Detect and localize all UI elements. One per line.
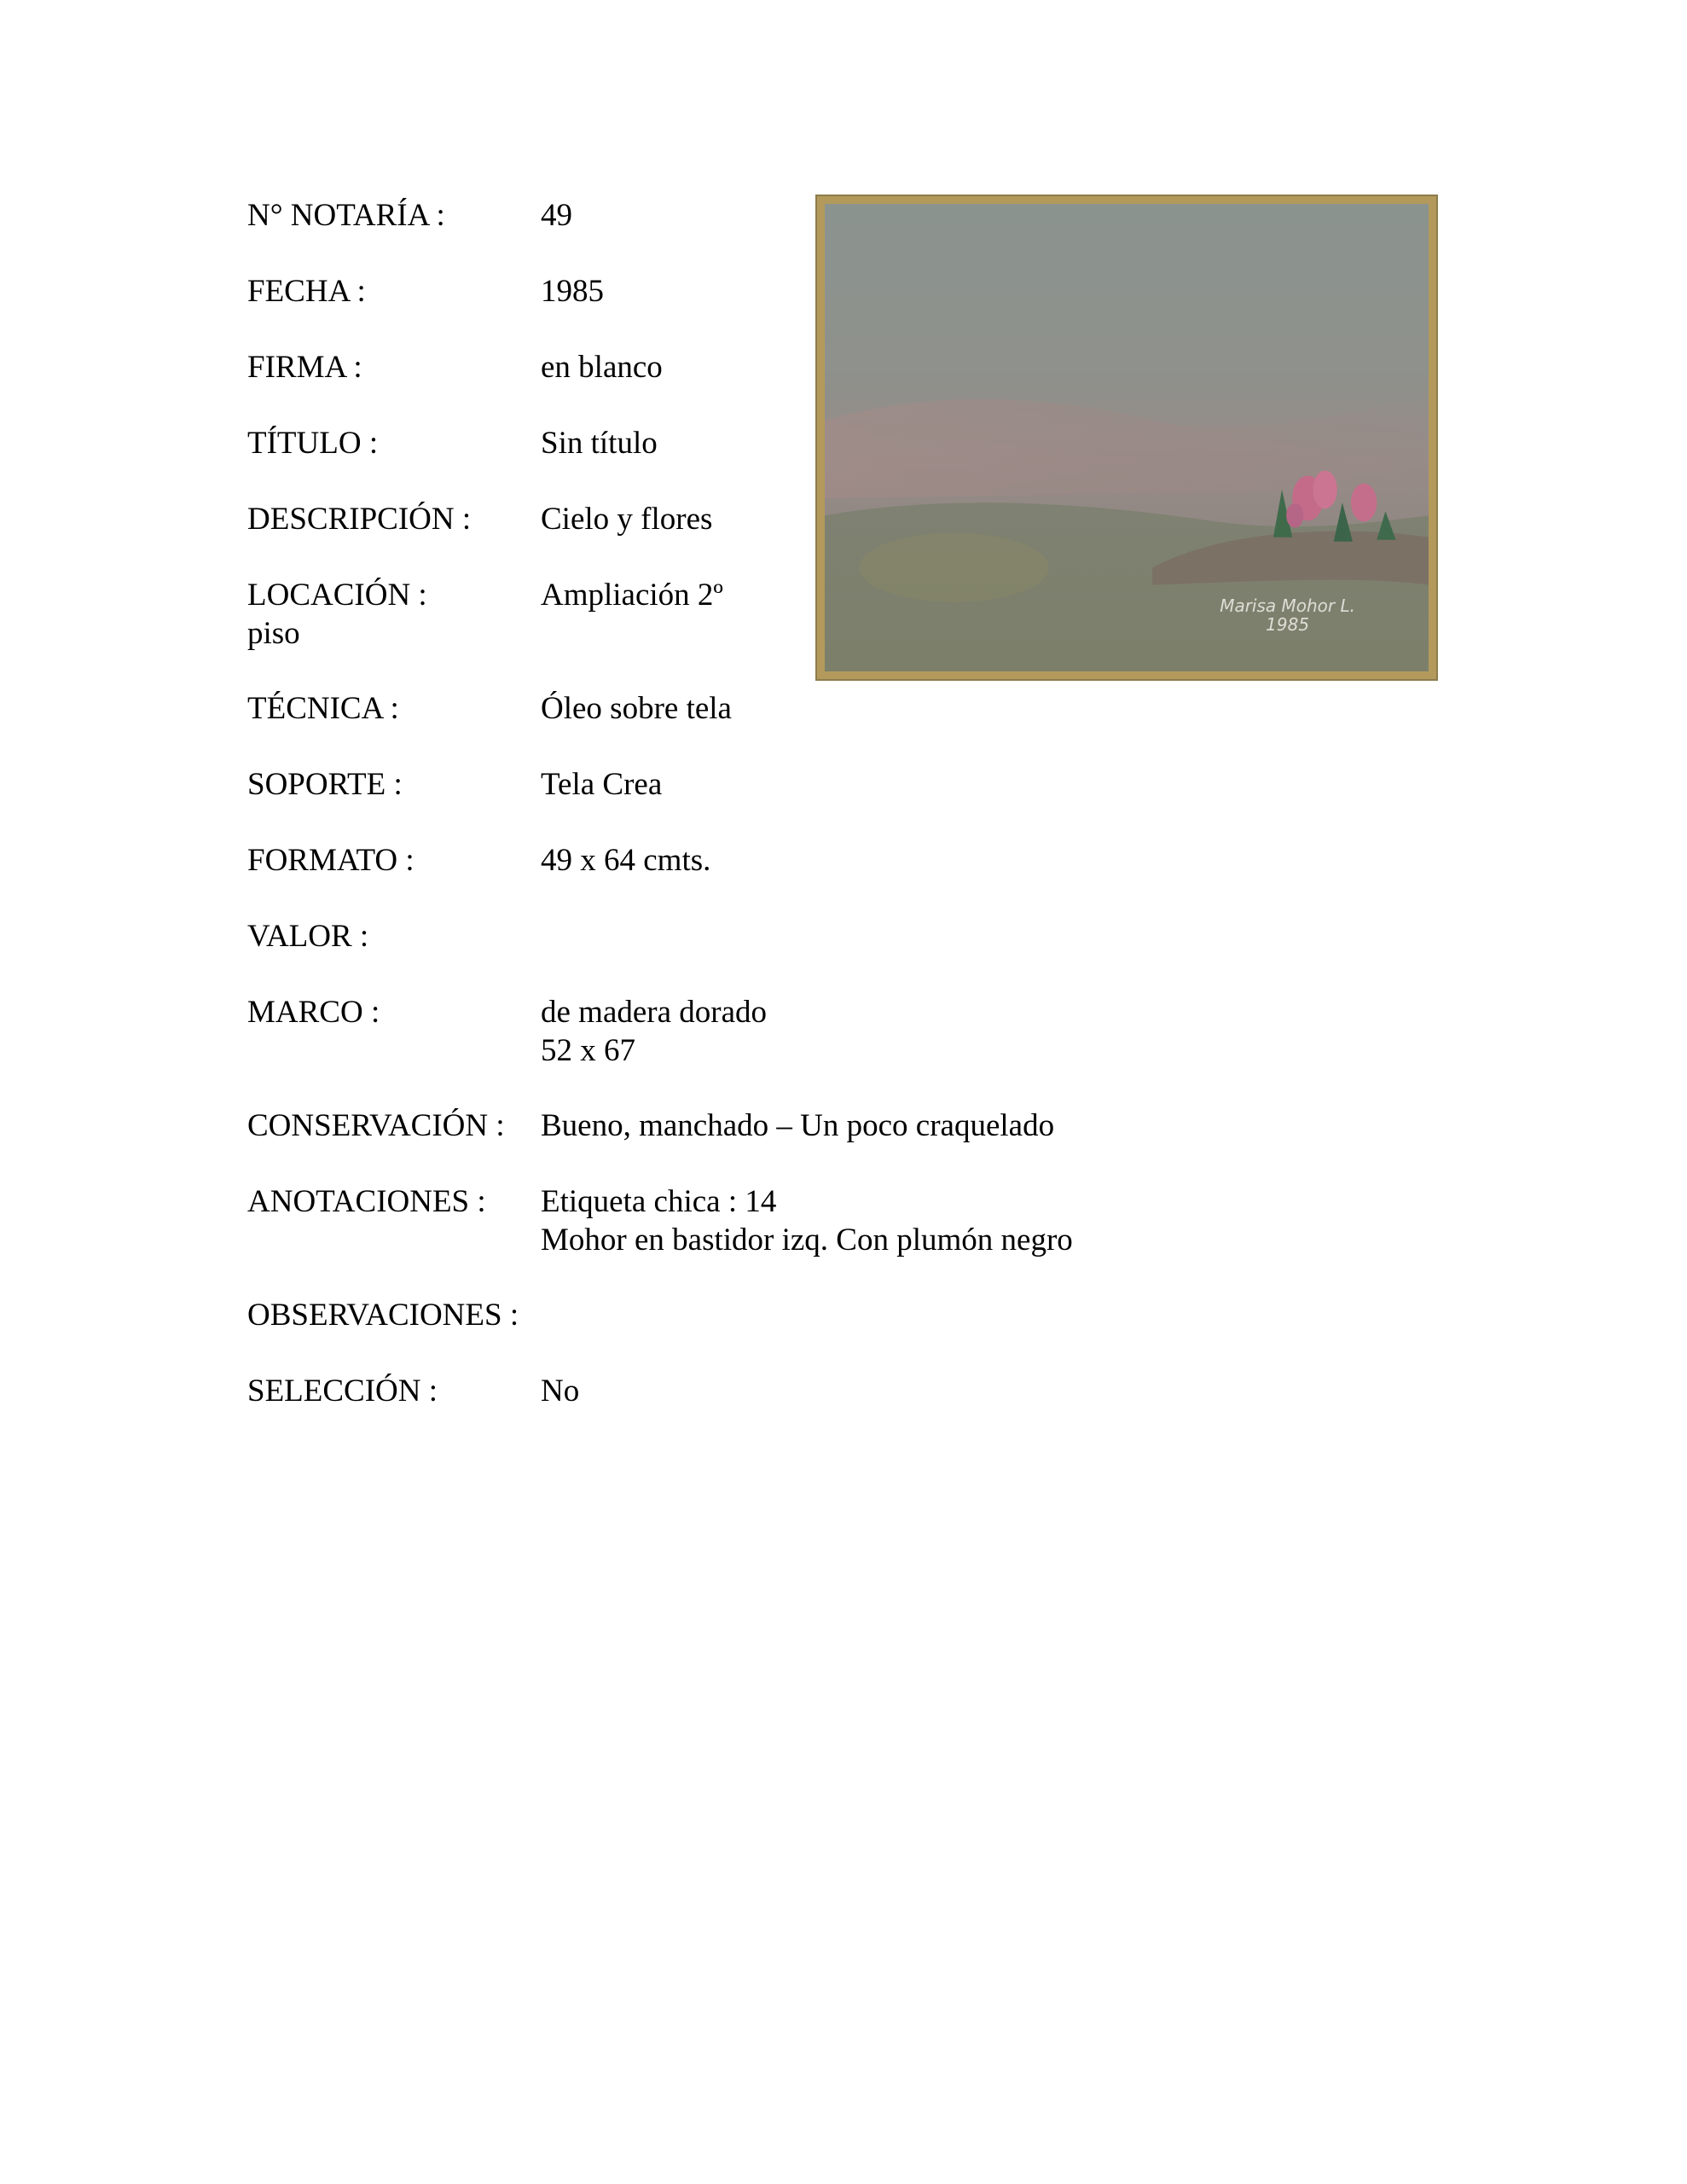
field-value-line: 52 x 67 <box>541 1033 635 1068</box>
field-label: TÉCNICA : <box>247 691 399 726</box>
field-label: FORMATO : <box>247 843 415 878</box>
field-label: MARCO : <box>247 995 380 1030</box>
field-value-line: Bueno, manchado – Un poco craquelado <box>541 1108 1055 1143</box>
field-value <box>541 500 712 538</box>
field-value <box>541 1372 579 1410</box>
signature-year: 1985 <box>1266 614 1310 635</box>
field-value <box>541 272 604 311</box>
field-value-line: en blanco <box>541 350 663 385</box>
field-value-line: No <box>541 1374 580 1409</box>
field-value-line: Etiqueta chica : 14 <box>541 1184 777 1219</box>
painting-signature <box>1220 596 1355 634</box>
field-value <box>541 993 767 1070</box>
field-value-line: Óleo sobre tela <box>541 691 732 726</box>
field-label: SOPORTE : <box>247 767 403 802</box>
field-value <box>541 576 723 614</box>
flower <box>1351 484 1377 522</box>
field-value-line: Cielo y flores <box>541 502 713 537</box>
field-value-line: 49 <box>541 198 572 233</box>
field-label: SELECCIÓN : <box>247 1374 438 1409</box>
flower <box>1313 471 1336 509</box>
field-label: FECHA : <box>247 274 366 309</box>
field-label: VALOR : <box>247 919 369 954</box>
painting-photo <box>817 196 1436 679</box>
flower <box>1286 503 1303 527</box>
field-label <box>247 576 427 653</box>
field-label-line: LOCACIÓN : <box>247 578 427 613</box>
field-value <box>541 196 572 235</box>
field-label-line: piso <box>247 616 300 651</box>
field-value <box>541 348 663 386</box>
field-label: TÍTULO : <box>247 426 379 461</box>
field-value <box>541 424 658 462</box>
signature-name: Marisa Mohor L. <box>1220 595 1355 616</box>
field-label: OBSERVACIONES : <box>247 1298 519 1333</box>
field-value-line: Mohor en bastidor izq. Con plumón negro <box>541 1223 1073 1258</box>
field-label: CONSERVACIÓN : <box>247 1108 505 1143</box>
field-value-line: Sin título <box>541 426 658 461</box>
field-value <box>541 689 732 728</box>
field-label: FIRMA : <box>247 350 362 385</box>
field-value-line: de madera dorado <box>541 995 768 1030</box>
field-value-line: Ampliación 2º <box>541 578 723 613</box>
field-value <box>541 765 662 804</box>
yellow-patch <box>859 533 1049 602</box>
field-label: N° NOTARÍA : <box>247 198 445 233</box>
field-label: DESCRIPCIÓN : <box>247 502 472 537</box>
field-value <box>541 841 710 880</box>
field-value-line: 49 x 64 cmts. <box>541 843 711 878</box>
field-value-line: 1985 <box>541 274 604 309</box>
field-label: ANOTACIONES : <box>247 1184 486 1219</box>
field-value <box>541 1107 1054 1145</box>
field-value-line: Tela Crea <box>541 767 663 802</box>
field-value <box>541 1182 1073 1259</box>
